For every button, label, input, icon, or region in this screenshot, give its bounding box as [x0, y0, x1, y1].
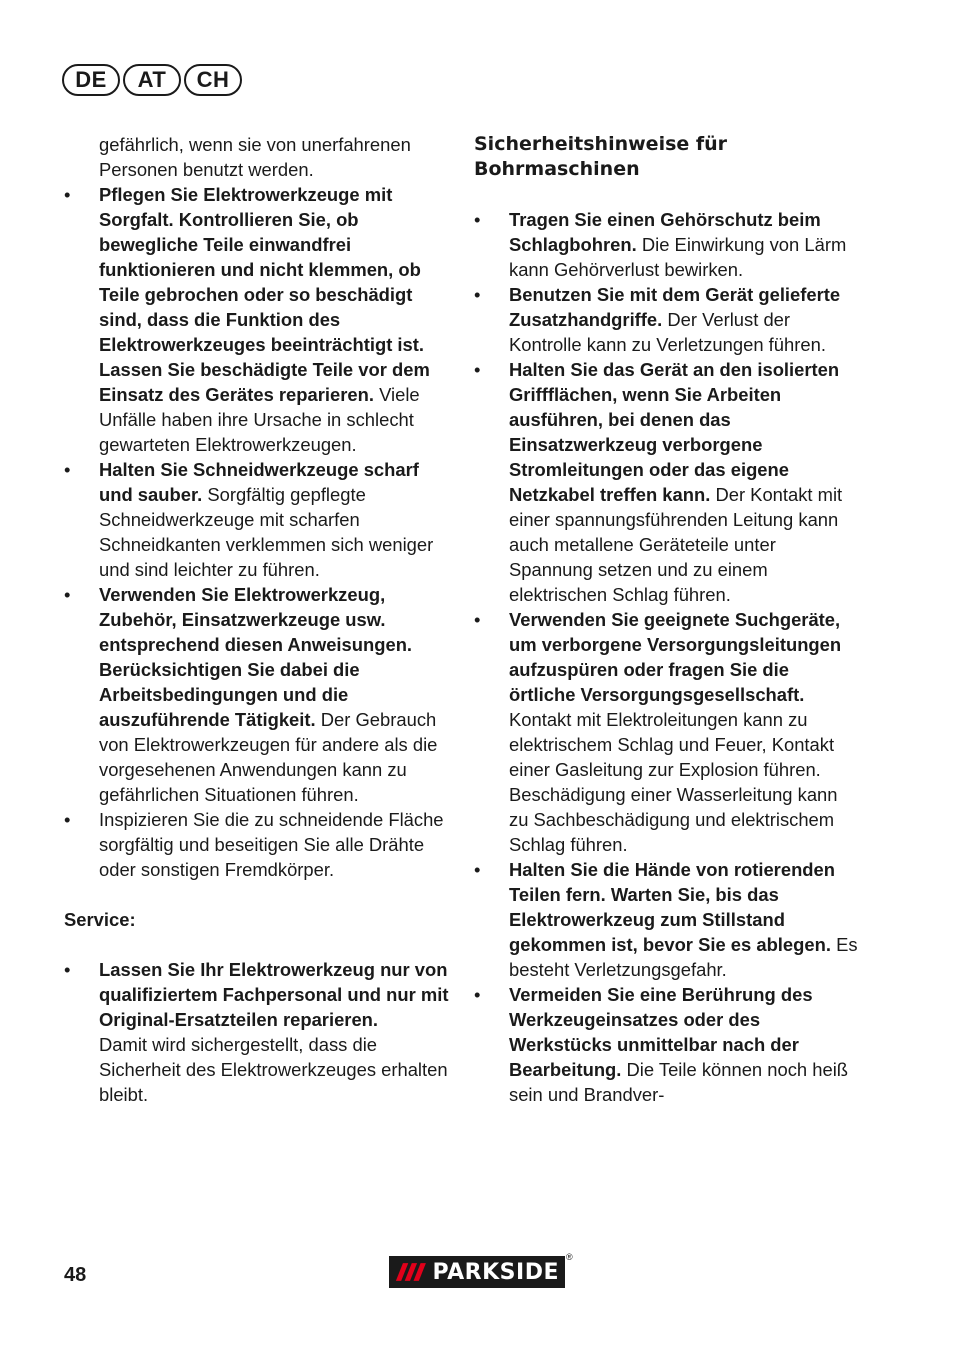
item-bold: Halten Sie die Hände von rotierenden Teilen fern. Warten Sie, bis das Elektrowerkzeug zum Stillstand gekommen ist, bevor Sie es ablegen. — [509, 859, 835, 955]
bullet-icon: • — [64, 184, 71, 205]
list-item — [474, 357, 860, 607]
bullet-icon: • — [64, 959, 71, 980]
item-bold: Pflegen Sie Elektrowerkzeuge mit Sorgfalt. Kontrollieren Sie, ob bewegliche Teile einwandfrei funktionieren und nicht klemmen, ob Teile gebrochen oder so beschädigt sind, dass die Funktion des Elektrowerkzeuges beeinträchtigt ist. Lassen Sie beschädigte Teile vor dem Einsatz des Gerätes reparieren. — [99, 184, 430, 405]
language-badges — [62, 64, 242, 96]
list-item — [474, 282, 860, 357]
list-item — [474, 857, 860, 982]
item-text: Viele Unfälle haben ihre Ursache in schlecht gewarteten Elektrowerkzeugen. — [99, 384, 420, 455]
list-item — [474, 207, 860, 282]
logo-stripes-icon — [395, 1260, 429, 1284]
parkside-logo — [389, 1256, 565, 1288]
item-bold: Halten Sie das Gerät an den isolierten Griffflächen, wenn Sie Arbeiten ausführen, bei denen das Einsatzwerkzeug verborgene Stromleitungen oder das eigene Netzkabel treffen kann. — [509, 359, 840, 505]
bullet-icon: • — [474, 859, 481, 880]
badge-ch: CH — [184, 64, 242, 96]
bullet-icon: • — [474, 209, 481, 230]
list-item — [474, 607, 860, 857]
list-item — [64, 957, 452, 1107]
intro-text: gefährlich, wenn sie von unerfahrenen Personen benutzt werden. — [99, 134, 411, 180]
list-item — [64, 582, 452, 807]
item-bold: Vermeiden Sie eine Berührung des Werkzeugeinsatzes oder des Werkstücks unmittelbar nach der Bearbeitung. — [509, 984, 813, 1080]
bullet-icon: • — [474, 359, 481, 380]
item-text: Die Einwirkung von Lärm kann Gehörverlust bewirken. — [509, 234, 847, 280]
list-item — [64, 807, 452, 882]
service-heading: Service: — [64, 909, 136, 930]
item-text: Sorgfältig gepflegte Schneidwerkzeuge mit scharfen Schneidkanten verklemmen sich weniger und sind leichter zu führen. — [99, 484, 434, 580]
badge-at: AT — [123, 64, 181, 96]
item-bold: Verwenden Sie geeignete Suchgeräte, um verborgene Versorgungsleitungen aufzuspüren oder fragen Sie die örtliche Versorgungsgesellschaft. — [509, 609, 842, 705]
badge-de: DE — [62, 64, 120, 96]
logo-text: PARKSIDE — [432, 1259, 559, 1285]
list-item — [64, 457, 452, 582]
item-bold: Verwenden Sie Elektrowerkzeug, Zubehör, Einsatzwerkzeuge usw. entsprechend diesen Anweisungen. Berücksichtigen Sie dabei die Arbeitsbedingungen und die auszuführende Tätigkeit. — [99, 584, 413, 730]
list-item — [474, 982, 860, 1107]
item-text: Inspizieren Sie die zu schneidende Fläche sorgfältig und beseitigen Sie alle Drähte oder sonstigen Fremdkörper. — [99, 809, 444, 880]
bullet-icon: • — [474, 984, 481, 1005]
left-column — [64, 132, 452, 1107]
bullet-icon: • — [64, 584, 71, 605]
item-text: Damit wird sichergestellt, dass die Sicherheit des Elektrowerkzeuges erhalten bleibt. — [99, 1034, 448, 1105]
section-heading: Sicherheitshinweise für Bohrmaschinen — [474, 133, 728, 180]
item-bold: Tragen Sie einen Gehörschutz beim Schlagbohren. — [509, 209, 821, 255]
right-column — [474, 132, 860, 1107]
bullet-icon: • — [64, 809, 71, 830]
item-text: Die Teile können noch heiß sein und Brandver- — [509, 1059, 849, 1105]
list-item — [64, 182, 452, 457]
item-text: Der Kontakt mit einer spannungsführenden Leitung kann auch metallene Geräteteile unter Spannung setzen und zu einem elektrischen Schlag führen. — [509, 484, 843, 605]
item-text: Kontakt mit Elektroleitungen kann zu elektrischem Schlag und Feuer, Kontakt einer Gasleitung zur Explosion führen. Beschädigung einer Wasserleitung kann zu Sachbeschädigung und elektrischem Schlag führen. — [509, 709, 838, 855]
item-text: Der Verlust der Kontrolle kann zu Verletzungen führen. — [509, 309, 826, 355]
item-bold: Halten Sie Schneidwerkzeuge scharf und sauber. — [99, 459, 419, 505]
item-text: Es besteht Verletzungsgefahr. — [509, 934, 858, 980]
item-text: Der Gebrauch von Elektrowerkzeugen für andere als die vorgesehenen Anwendungen kann zu gefährlichen Situationen führen. — [99, 709, 438, 805]
bullet-icon: • — [64, 459, 71, 480]
item-bold: Benutzen Sie mit dem Gerät gelieferte Zusatzhandgriffe. — [509, 284, 841, 330]
bullet-icon: • — [474, 284, 481, 305]
registered-mark: ® — [566, 1252, 573, 1262]
page-number: 48 — [64, 1264, 87, 1286]
item-bold: Lassen Sie Ihr Elektrowerkzeug nur von qualifiziertem Fachpersonal und nur mit Original-Ersatzteilen reparieren. — [99, 959, 449, 1030]
bullet-icon: • — [474, 609, 481, 630]
